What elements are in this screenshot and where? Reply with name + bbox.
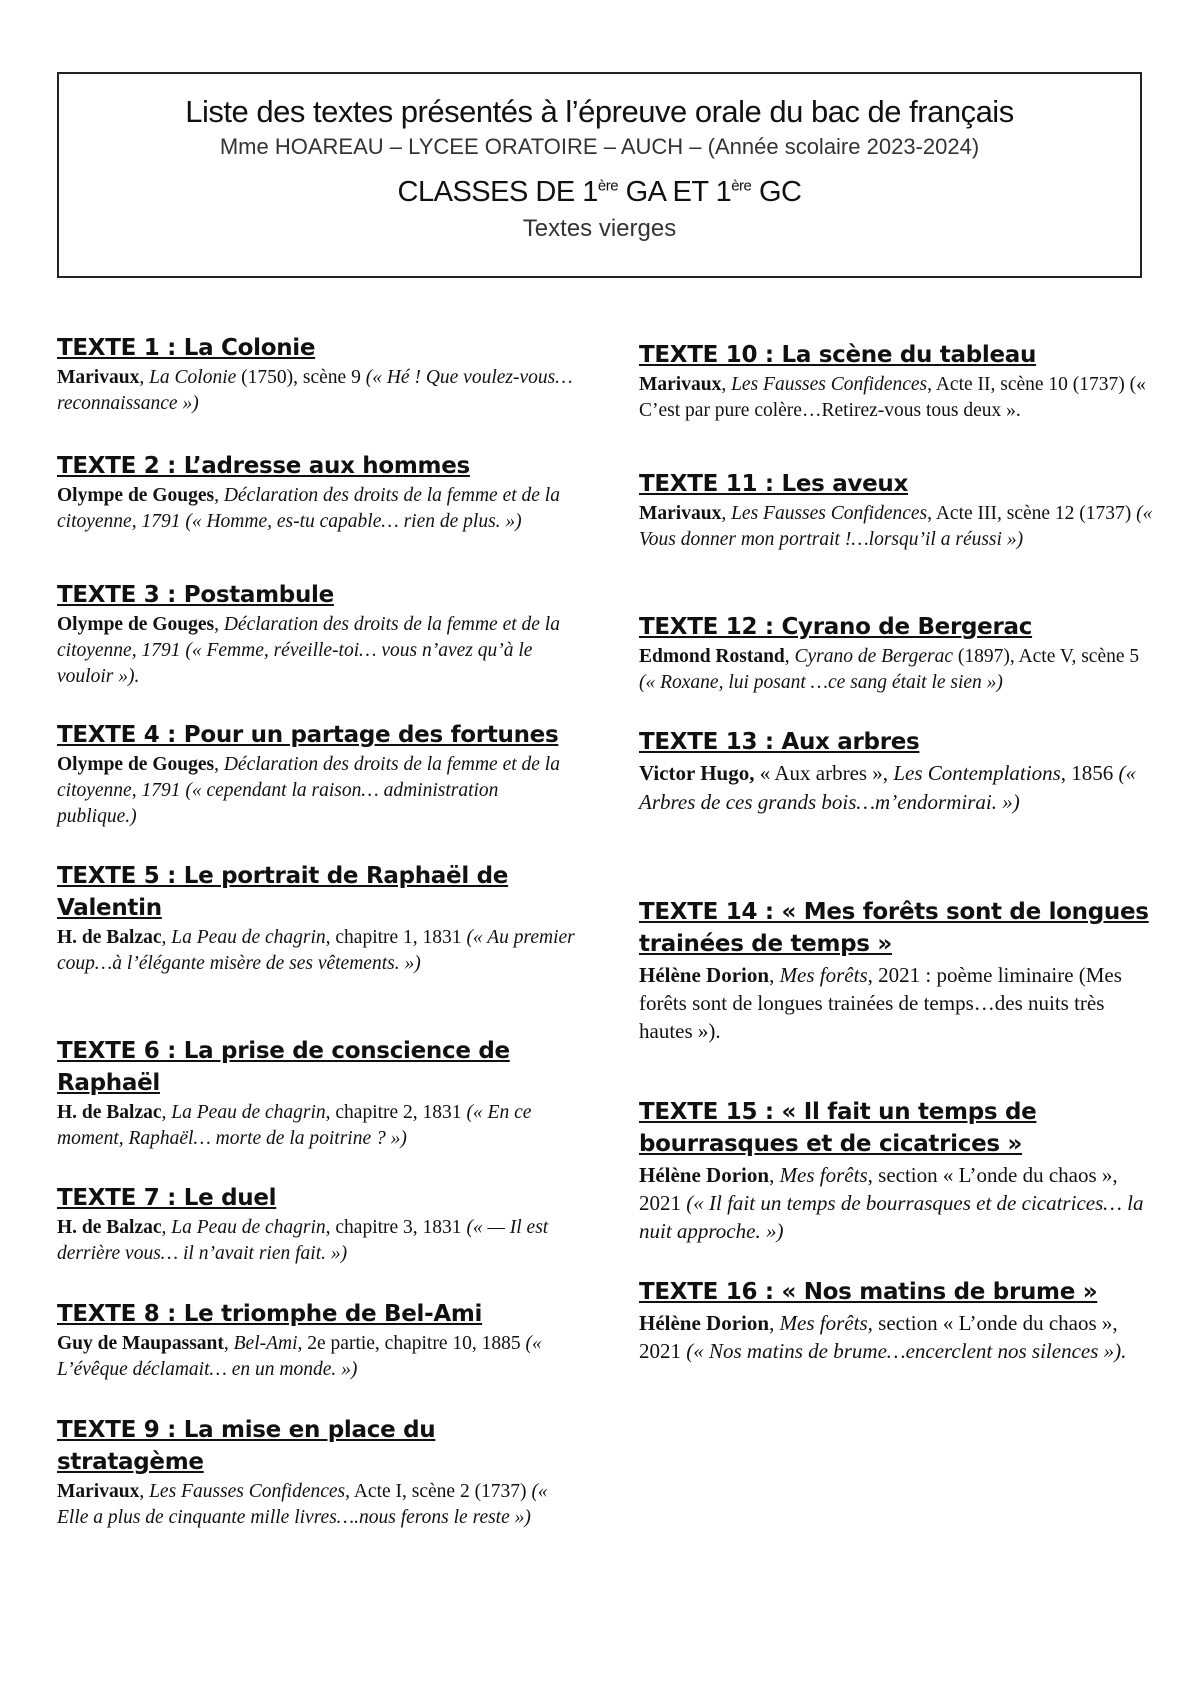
page-title: Liste des textes présentés à l’épreuve orale du bac de français (185, 94, 1014, 129)
work-title: Déclaration des droits de la femme et de la citoyenne, 1791 (57, 485, 560, 532)
work-title: La Peau de chagrin (171, 927, 326, 948)
text-part: , (161, 1102, 172, 1123)
work-title: Les Fausses Confidences (731, 374, 928, 395)
extract: (« Nos matins de brume…encerclent nos silences »). (686, 1339, 1127, 1363)
text-entry (57, 1182, 577, 1267)
extract: (« Il fait un temps de bourrasques et de cicatrices… la nuit approche. ») (639, 1191, 1144, 1243)
author: Hélène Dorion (639, 1311, 770, 1335)
entry-body (639, 1309, 1159, 1365)
entry-title: TEXTE 13 : Aux arbres (639, 729, 920, 755)
work-title: Déclaration des droits de la femme et de la citoyenne, 1791 (57, 754, 560, 801)
text-entry (57, 1035, 577, 1152)
work-title: La Peau de chagrin (171, 1102, 326, 1123)
entry-title: TEXTE 15 : « Il fait un temps de bourrasques et de cicatrices » (639, 1099, 1037, 1157)
text-entry (57, 332, 577, 417)
text-entry (57, 719, 577, 830)
author: Guy de Maupassant (57, 1333, 224, 1354)
work-title: Mes forêts (779, 1163, 868, 1187)
classes-sup-1: ère (597, 177, 619, 195)
text-part: , Acte I, scène 2 (1737) (345, 1481, 532, 1502)
entry-body (57, 1479, 577, 1531)
extract: (« Roxane, lui posant …ce sang était le sien ») (639, 672, 1003, 693)
header-box (57, 72, 1142, 278)
text-entry (639, 339, 1159, 424)
text-part: section « L’onde du chaos », 2021 (639, 1311, 1118, 1363)
entry-body (639, 961, 1159, 1045)
extract: (« Femme, réveille-toi… vous n’avez qu’à le vouloir »). (57, 640, 533, 687)
text-part: , (161, 927, 172, 948)
classes-heading (59, 176, 1140, 209)
header-note: Textes vierges (522, 215, 677, 242)
work-title: La Colonie (149, 367, 237, 388)
entry-body (57, 1331, 577, 1383)
text-entry (57, 579, 577, 690)
text-part: , (721, 374, 732, 395)
entry-title: TEXTE 9 : La mise en place du stratagème (57, 1417, 436, 1475)
entry-title: TEXTE 14 : « Mes forêts sont de longues trainées de temps » (639, 899, 1149, 957)
work-title: Les Fausses Confidences (731, 503, 928, 524)
text-entry (639, 468, 1159, 553)
entry-body (57, 1215, 577, 1267)
text-part: (1897), Acte V, scène 5 (953, 646, 1140, 667)
entry-body (639, 644, 1159, 696)
extract: (« Vous donner mon portrait !…lorsqu’il a réussi ») (639, 503, 1153, 550)
entry-body (57, 752, 577, 830)
text-entry (57, 450, 577, 535)
extract: (« cependant la raison… administration publique.) (57, 780, 499, 827)
extract: (« L’évêque déclamait… en un monde. ») (57, 1333, 542, 1380)
extract: (« Arbres de ces grands bois…m’endormirai. ») (639, 761, 1136, 814)
text-part: , chapitre 1, 1831 (325, 927, 467, 948)
classes-part-a: CLASSES DE 1 (397, 176, 598, 208)
text-part: , (214, 485, 224, 506)
author: Hélène Dorion (639, 1163, 770, 1187)
author: Edmond Rostand (639, 646, 785, 667)
work-title: Cyrano de Bergerac (794, 646, 954, 667)
author: Marivaux (639, 503, 722, 524)
text-part: , (223, 1333, 234, 1354)
classes-part-b: GA ET 1 (618, 176, 732, 208)
entry-title: TEXTE 12 : Cyrano de Bergerac (639, 614, 1033, 640)
entry-title: TEXTE 3 : Postambule (57, 582, 334, 608)
text-part: , Acte III, scène 12 (1737) (927, 503, 1137, 524)
text-part: , chapitre 3, 1831 (325, 1217, 467, 1238)
author: Marivaux (639, 374, 722, 395)
text-part: , chapitre 2, 1831 (325, 1102, 467, 1123)
text-entry (639, 896, 1159, 1045)
text-part: , (769, 963, 780, 987)
extract: (« Elle a plus de cinquante mille livres….nous ferons le reste ») (57, 1481, 548, 1528)
entry-body (639, 1161, 1159, 1245)
author: H. de Balzac (57, 1217, 162, 1238)
extract: (« Homme, es-tu capable… rien de plus. ») (185, 511, 522, 532)
page-subtitle: Mme HOAREAU – LYCEE ORATOIRE – AUCH – (Année scolaire 2023-2024) (219, 134, 980, 159)
entry-title: TEXTE 16 : « Nos matins de brume » (639, 1279, 1098, 1305)
entry-title: TEXTE 10 : La scène du tableau (639, 342, 1037, 368)
extract: (« Au premier coup…à l’élégante misère de ses vêtements. ») (57, 927, 575, 974)
entry-body (57, 1100, 577, 1152)
author: Marivaux (57, 1481, 140, 1502)
text-part: , (161, 1217, 172, 1238)
entry-body (57, 612, 577, 690)
text-part: , Acte II, scène 10 (1737) (« C’est par pure colère…Retirez-vous tous deux ». (639, 374, 1146, 421)
text-part: , (769, 1311, 780, 1335)
text-part: , (139, 1481, 150, 1502)
text-part: (1750), scène 9 (236, 367, 366, 388)
entry-title: TEXTE 11 : Les aveux (639, 471, 909, 497)
text-part: , 2e partie, chapitre 10, 1885 (297, 1333, 526, 1354)
author: Hélène Dorion (639, 963, 770, 987)
author: Marivaux (57, 367, 140, 388)
author: Olympe de Gouges (57, 754, 215, 775)
entry-title: TEXTE 7 : Le duel (57, 1185, 277, 1211)
entry-title: TEXTE 5 : Le portrait de Raphaël de Valentin (57, 863, 509, 921)
work-title: Les Fausses Confidences (149, 1481, 346, 1502)
author: H. de Balzac (57, 1102, 162, 1123)
author: H. de Balzac (57, 927, 162, 948)
text-entry (57, 1414, 577, 1531)
text-entry (639, 1096, 1159, 1245)
text-part: , (721, 503, 732, 524)
author: Victor Hugo, (639, 761, 755, 785)
entry-body (57, 483, 577, 535)
entry-title: TEXTE 2 : L’adresse aux hommes (57, 453, 470, 479)
work-title: Mes forêts (779, 963, 868, 987)
work-title: Bel-Ami (233, 1333, 298, 1354)
text-part: , (769, 1163, 780, 1187)
work-title: Les Contemplations (893, 761, 1061, 785)
entry-title: TEXTE 6 : La prise de conscience de Raphaël (57, 1038, 510, 1096)
work-title: Déclaration des droits de la femme et de la citoyenne, 1791 (57, 614, 560, 661)
entry-title: TEXTE 4 : Pour un partage des fortunes (57, 722, 559, 748)
text-part: , (214, 754, 224, 775)
entry-body (57, 365, 577, 417)
text-part: , 1856 (1060, 761, 1119, 785)
text-entry (639, 611, 1159, 696)
classes-part-c: GC (751, 176, 802, 208)
entry-body (639, 759, 1159, 817)
entry-body (639, 501, 1159, 553)
entry-body (639, 372, 1159, 424)
text-entry (639, 726, 1159, 817)
work-title: La Peau de chagrin (171, 1217, 326, 1238)
extract: (« En ce moment, Raphaël… morte de la poitrine ? ») (57, 1102, 532, 1149)
text-part: , (784, 646, 795, 667)
text-part: , 2021 : poème liminaire (Mes forêts sont de longues trainées de temps…des nuits très hautes »). (639, 963, 1122, 1043)
text-entry (57, 860, 577, 977)
extract: (« — Il est derrière vous… il n’avait rien fait. ») (57, 1217, 549, 1264)
entry-title: TEXTE 1 : La Colonie (57, 335, 316, 361)
extract: (« Hé ! Que voulez-vous… reconnaissance ») (57, 367, 573, 414)
entry-title: TEXTE 8 : Le triomphe de Bel-Ami (57, 1301, 483, 1327)
text-part: , section « L’onde du chaos », 2021 (639, 1163, 1118, 1215)
author: Olympe de Gouges (57, 614, 215, 635)
work-title: Mes forêts, (779, 1311, 873, 1335)
text-entry (57, 1298, 577, 1383)
text-part: « Aux arbres », (754, 761, 894, 785)
entry-body (57, 925, 577, 977)
classes-sup-2: ère (731, 177, 752, 195)
author: Olympe de Gouges (57, 485, 215, 506)
text-part: , (214, 614, 224, 635)
text-part: , (139, 367, 150, 388)
text-entry (639, 1276, 1159, 1365)
